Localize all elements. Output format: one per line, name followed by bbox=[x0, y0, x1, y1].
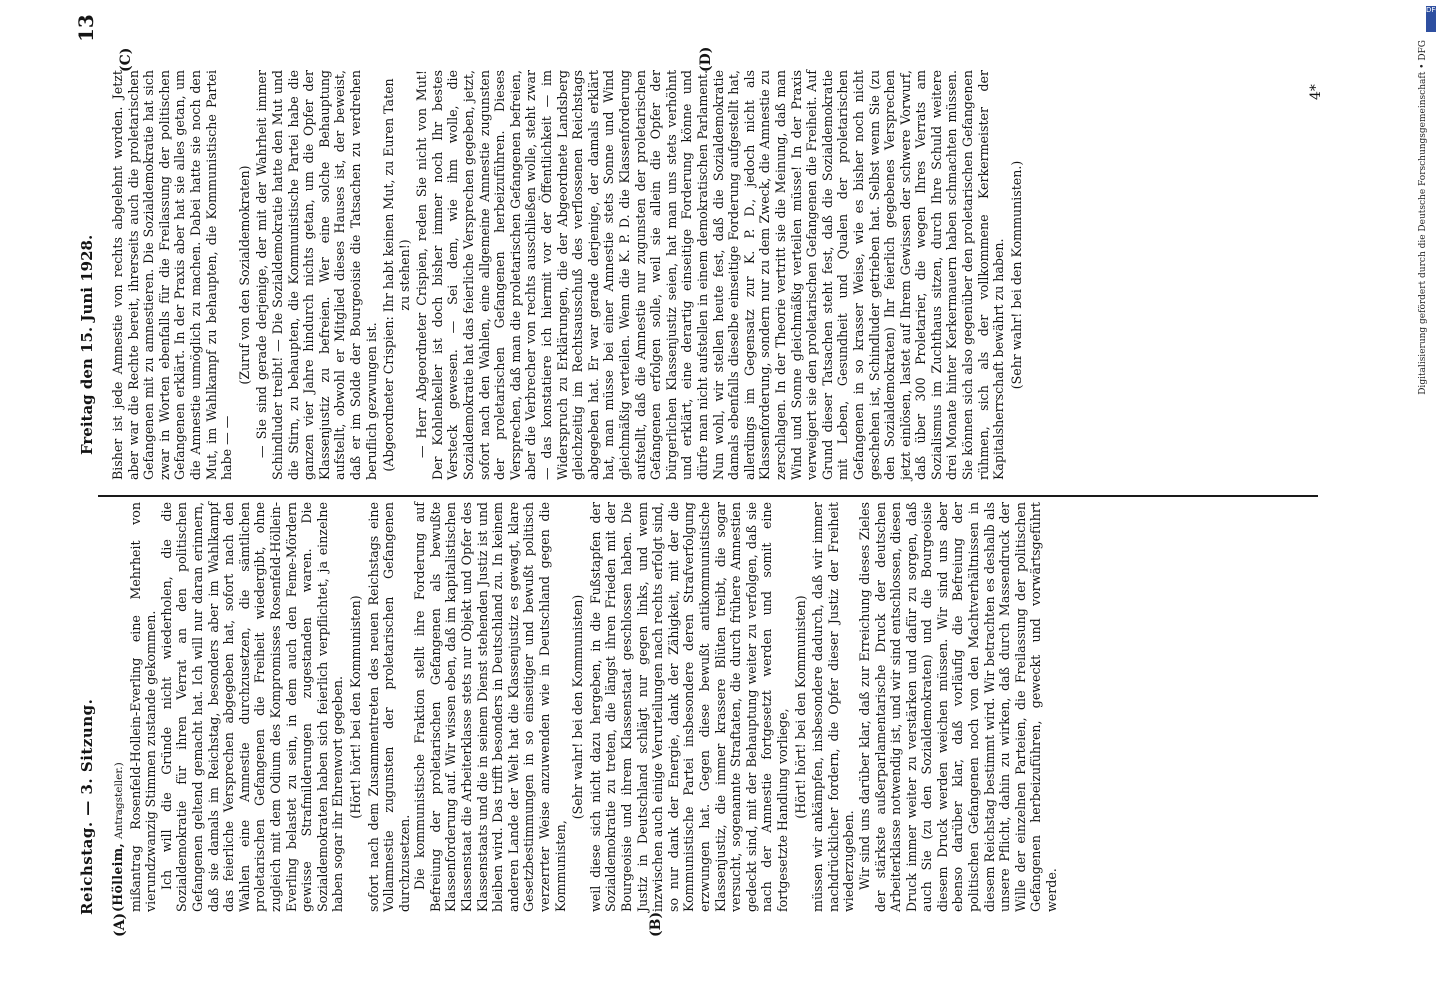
margin-letter-d: (D) bbox=[698, 46, 714, 72]
page-number: 13 bbox=[74, 14, 98, 42]
interjection: (Hört! hört! bei den Kommunisten) bbox=[347, 595, 363, 819]
column-divider bbox=[98, 495, 1318, 497]
paragraph: Wir sind uns darüber klar, daß zur Erreichung dieses Zieles der stärkste außerparlamentarische Druck der deutschen Arbeiterklasse notwendig ist, und wir sind entschlossen, diesen Druck immer weiter zu verstärken und dafür zu sorgen, daß auch Sie (zu den Sozialdemokraten) und die Bourgeoisie diesem Druck werden weichen müssen. Wir sind uns aber ebenso darüber klar, daß vorläufig die Befreiung der politischen Gefangenen noch von den Machtverhältnissen in diesem Reichstag bestimmt wird. Wir betrachten es deshalb als unsere Pflicht, dahin zu wirken, daß durch Massendruck der Wille der einzelnen Parteien, die Freilassung der politischen Gefangenen herbeizuführen, geweckt und vorwärtsgeführt werde. bbox=[856, 502, 1060, 912]
signature-mark: 4* bbox=[1308, 84, 1324, 100]
speaker-name: (Hölleim, bbox=[110, 842, 125, 912]
paragraph: Die kommunistische Fraktion stellt ihre Forderung auf Befreiung der proletarischen Gefangenen als bewußte Klassenforderung auf. Wir wissen eben, daß im kapitalistischen Klassenstaat die Arbeiterklasse stets nur Objekt und Opfer des Klassenstaats und die in seinem Dienst stehenden Justiz ist und bleiben wird. Das trifft besonders in Deutschland zu. In keinem anderen Lande der Welt hat die Klassenjustiz es gewagt, klare Gesetzbestimmungen in so einseitiger und bewußt politisch verzerrter Weise anzuwenden wie in Deutschland gegen die Kommunisten, bbox=[412, 502, 568, 912]
interjection: (Sehr wahr! bei den Kommunisten.) bbox=[1008, 160, 1024, 390]
interjection: (Hört! hört! bei den Kommunisten) bbox=[792, 595, 808, 819]
running-header-left: Reichstag. — 3. Sitzung. bbox=[78, 698, 96, 915]
margin-letter-b: (B) bbox=[648, 911, 664, 937]
margin-letter-a: (A) bbox=[112, 912, 128, 937]
paragraph: — Herr Abgeordneter Crispien, reden Sie nicht von Mut! Der Kohlenkeller ist doch bisher immer noch Ihr bestes Versteck gewesen. — Sei dem, wie ihm wolle, die Sozialdemokratie hat das feierliche Versprechen gegeben, jetzt, sofort nach den Wahlen, eine allgemeine Amnestie zugunsten der proletarischen Gefangenen herbeizuführen. Dieses Versprechen, daß man die proletarischen Gefangenen befreien, aber die Verbrecher von rechts ausschließen wolle, steht zwar — das konstatiere ich hiermit vor der Öffentlichkeit — im Widerspruch zu Erklärungen, die der Abgeordnete Landsberg gleichzeitig im Rechtsausschuß des verflossenen Reichstags abgegeben hat. Er war gerade derjenige, der damals erklärt hat, man müsse bei einer Amnestie stets Sonne und Wind gleichmäßig verteilen. Wenn die K. P. D. die Klassenforderung aufstellt, daß die Amnestie nur zugunsten der proletarischen Gefangenen erfolgen solle, weil sie allein die Opfer der bürgerlichen Klassenjustiz seien, hat man uns stets verhöhnt und erklärt, eine derartig einseitige Forderung könne und dürfe man nicht aufstellen in einem demokratischen Parlament. Nun wohl, wir stellen heute fest, daß die Sozialdemokratie damals ebenfalls dieselbe einseitige Forderung aufgestellt hat, allerdings im Gegensatz zur K. P. D., jedoch nicht als Klassenforderung, sondern nur zu dem Zweck, die Amnestie zu zerschlagen. In der Theorie vertritt sie die Meinung, daß man Wind und Sonne gleichmäßig verteilen müsse! In der Praxis verweigert sie den proletarischen Gefangenen die Freiheit. Auf Grund dieser Tatsachen steht fest, daß die Sozialdemokratie mit Leben, Gesundheit und Qualen der proletarischen Gefangenen in so krasser Weise, wie es bisher noch nicht geschehen ist, Schindluder getrieben hat. Selbst wenn Sie (zu den Sozialdemokraten) Ihr feierlich gegebenes Versprechen jetzt einlösen, lastet auf Ihrem Gewissen der schwere Vorwurf, daß über 300 Proletarier, die wegen Ihres Verrats am Sozialismus im Zuchthaus sitzen, durch Ihre Schuld weitere drei Monate hinter Kerkermauern haben schmachten müssen. Sie können sich also gegenüber den proletarischen Gefangenen rühmen, sich als der vollkommene Kerkermeister der Kapitalsherrschaft bewährt zu haben. bbox=[414, 70, 1007, 480]
paragraph: müssen wir ankämpfen, insbesondere dadurch, daß wir immer nachdrücklicher fordern, die Opfer dieser Justiz der Freiheit wiederzugeben. bbox=[810, 502, 857, 912]
left-text-column bbox=[110, 502, 1060, 912]
paragraph: — Sie sind gerade derjenige, der mit der Wahrheit immer Schindluder treibt! — Die Sozialdemokratie hatte den Mut und die Stirn, zu behaupten, die Kommunistische Partei habe die ganzen vier Jahre hindurch nichts getan, um die Opfer der Klassenjustiz zu befreien. Wer eine solche Behauptung aufstellt, obwohl er Mitglied dieses Hauses ist, der beweist, daß er im Solde der Bourgeoisie die Tatsachen zu verdrehen beruflich gezwungen ist. bbox=[254, 70, 379, 480]
running-header-date: Freitag den 15. Juni 1928. bbox=[78, 234, 96, 455]
interjection: (Zuruf von den Sozialdemokraten) bbox=[236, 165, 252, 385]
paragraph: Ich will die Gründe nicht wiederholen, die die Sozialdemokratie für ihren Verrat an den politischen Gefangenen geltend gemacht hat. Ich will nur daran erinnern, daß sie damals im Reichstag, besonders aber im Wahlkampf das feierliche Versprechen abgegeben hat, sofort nach den Wahlen eine Amnestie durchzusetzen, die sämtlichen proletarischen Gefangenen die Freiheit wiedergibt, ohne zugleich mit dem Odium des Kompromisses Rosenfeld-Höllein-Everling belastet zu sein, in dem auch den Feme-Mördern gewisse Strafmilderungen zugestanden waren. Die Sozialdemokraten haben sich feierlich verpflichtet, ja einzelne haben sogar ihr Ehrenwort gegeben. bbox=[158, 502, 346, 912]
right-text-column bbox=[110, 70, 1026, 480]
interjection: (Abgeordneter Crispien: Ihr habt keinen Mut, zu Euren Taten zu stehen!) bbox=[381, 78, 412, 472]
speaker-role: Antragsteller.) bbox=[113, 762, 125, 839]
paragraph: weil diese sich nicht dazu hergeben, in die Fußstapfen der Sozialdemokratie zu treten, die längst ihren Frieden mit der Bourgeoisie und ihrem Klassenstaat geschlossen haben. Die Justiz in Deutschland schlägt nur gegen links, und wenn inzwischen auch einige Verurteilungen nach rechts erfolgt sind, so nur dank der Energie, dank der Zähigkeit, mit der die Kommunistische Partei insbesondere deren Strafverfolgung erzwungen hat. Gegen diese bewußt antikommunistische Klassenjustiz, die immer krassere Blüten treibt, die sogar versucht, sogenannte Straftaten, die durch frühere Amnestien gedeckt sind, mit der Behauptung weiter zu verfolgen, daß sie nach der Amnestie fortgesetzt werden und somit eine fortgesetzte Handlung vorliege, bbox=[587, 502, 790, 912]
digitization-credit: Digitalisierung gefördert durch die Deutsche Forschungsgemeinschaft • DFG bbox=[1418, 40, 1428, 395]
margin-letter-c: (C) bbox=[118, 47, 134, 72]
paragraph: sofort nach dem Zusammentreten des neuen Reichstags eine Vollamnestie zugunsten der proletarischen Gefangenen durchzusetzen. bbox=[365, 502, 412, 912]
paragraph: mißantrag Rosenfeld-Hollein-Everling eine Mehrheit von vierundzwanzig Stimmen zustande gekommen. bbox=[127, 502, 159, 912]
dfg-logo-icon: DFG bbox=[1426, 6, 1436, 32]
interjection: (Sehr wahr! bei den Kommunisten) bbox=[570, 594, 586, 820]
paragraph: Bisher ist jede Amnestie von rechts abgelehnt worden. Jetzt aber war die Rechte bereit, ihrerseits auch die proletarischen Gefangenen mit zu amnestieren. Die Sozialdemokratie hat sich zwar in Worten ebenfalls für die Freilassung der politischen Gefangenen erklärt. In der Praxis aber hat sie alles getan, um die Amnestie unmöglich zu machen. Dabei hatte sie noch den Mut, im Wahlkampf zu behaupten, die Kommunistische Partei habe — — bbox=[110, 70, 235, 480]
